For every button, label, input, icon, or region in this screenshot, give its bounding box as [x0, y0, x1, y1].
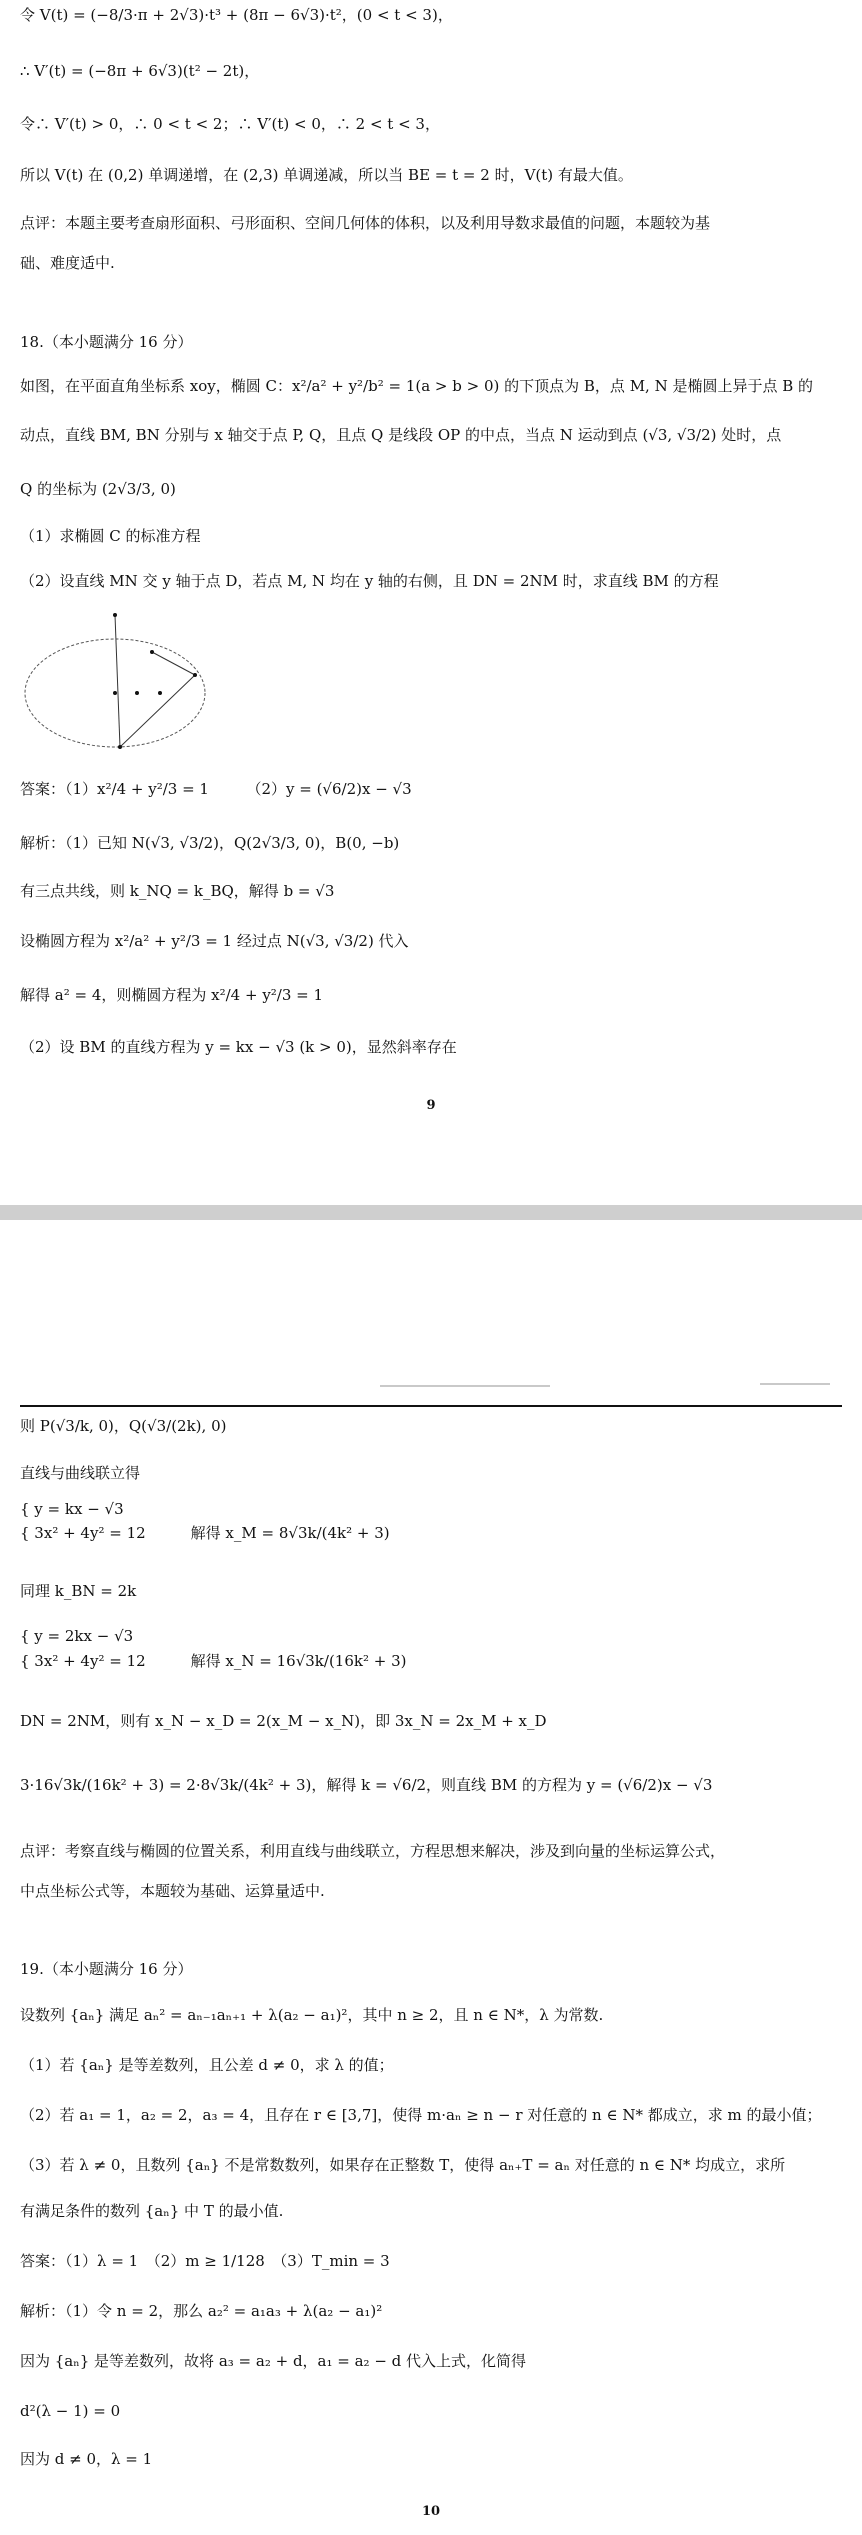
- header-rule: [20, 1405, 842, 1407]
- point-n: [193, 673, 197, 677]
- problem-line: （2）若 a₁ = 1，a₂ = 2，a₃ = 4，且存在 r ∈ [3,7]，使得 m·aₙ ≥ n − r 对任意的 n ∈ N* 都成立，求 m 的最小值；: [20, 2106, 822, 2124]
- problem-line: 设数列 {aₙ} 满足 aₙ² = aₙ₋₁aₙ₊₁ + λ(a₂ − a₁)²，其中 n ≥ 2，且 n ∈ N*，λ 为常数.: [20, 2006, 604, 2024]
- solution-line: 直线与曲线联立得: [20, 1464, 141, 1482]
- solution-line: 解析：（1）已知 N(√3, √3/2)，Q(2√3/3, 0)，B(0, −b): [20, 834, 400, 852]
- text-line: （2）设直线 MN 交 y 轴于点 D，若点 M, N 均在 y 轴的右侧，且 DN = 2NM 时，求直线 BM 的方程: [20, 572, 719, 590]
- point-p: [135, 691, 139, 695]
- page-number: 10: [421, 2504, 441, 2519]
- answer-line: 答案：（1）x²/4 + y²/3 = 1 （2）y = (√6/2)x − √3: [20, 780, 412, 798]
- solution-line: （2）设 BM 的直线方程为 y = kx − √3 (k > 0)，显然斜率存在: [20, 1038, 457, 1056]
- page-10: [0, 1220, 862, 2535]
- line-mn: [152, 652, 195, 675]
- comment-line: 点评：考察直线与椭圆的位置关系，利用直线与曲线联立，方程思想来解决，涉及到向量的坐标运算公式，: [20, 1842, 726, 1860]
- solution-line: 设椭圆方程为 x²/a² + y²/3 = 1 经过点 N(√3, √3/2) 代入: [20, 932, 409, 950]
- comment-line: 中点坐标公式等，本题较为基础、运算量适中.: [20, 1882, 325, 1900]
- text-line: 令 V(t) = (−8/3·π + 2√3)·t³ + (8π − 6√3)·t²，(0 < t < 3)，: [20, 6, 453, 24]
- text-line: Q 的坐标为 (2√3/3, 0): [20, 480, 176, 498]
- text-line: ∴ V′(t) = (−8π + 6√3)(t² − 2t)，: [20, 62, 260, 80]
- comment-line: 点评：本题主要考查扇形面积、弓形面积、空间几何体的体积，以及利用导数求最值的问题，本题较为基: [20, 214, 711, 232]
- point-top: [113, 613, 117, 617]
- solution-line: 解析：（1）令 n = 2，那么 a₂² = a₁a₃ + λ(a₂ − a₁)²: [20, 2302, 383, 2320]
- problem-heading: 19.（本小题满分 16 分）: [20, 1960, 193, 1978]
- ellipse-figure: [20, 610, 210, 750]
- solution-line: 有三点共线，则 k_NQ = k_BQ，解得 b = √3: [20, 882, 335, 900]
- solution-line: 解得 a² = 4，则椭圆方程为 x²/4 + y²/3 = 1: [20, 986, 324, 1004]
- system-line: { 3x² + 4y² = 12 解得 x_M = 8√3k/(4k² + 3): [20, 1524, 390, 1542]
- solution-line: DN = 2NM，则有 x_N − x_D = 2(x_M − x_N)，即 3x_N = 2x_M + x_D: [20, 1712, 547, 1730]
- solution-line: 因为 {aₙ} 是等差数列，故将 a₃ = a₂ + d，a₁ = a₂ − d 代入上式，化简得: [20, 2352, 527, 2370]
- solution-line: 同理 k_BN = 2k: [20, 1582, 137, 1600]
- problem-line: 有满足条件的数列 {aₙ} 中 T 的最小值.: [20, 2202, 284, 2220]
- page-separator: [0, 1205, 862, 1220]
- comment-line: 础、难度适中.: [20, 254, 115, 272]
- page-number: 9: [426, 1098, 436, 1113]
- line-bm: [115, 615, 120, 747]
- system-line: { y = kx − √3: [20, 1500, 124, 1518]
- problem-line: （3）若 λ ≠ 0，且数列 {aₙ} 不是常数数列，如果存在正整数 T，使得 aₙ₊T = aₙ 对任意的 n ∈ N* 均成立，求所: [20, 2156, 786, 2174]
- point-o: [113, 691, 117, 695]
- solution-line: 3·16√3k/(16k² + 3) = 2·8√3k/(4k² + 3)，解得 k = √6/2，则直线 BM 的方程为 y = (√6/2)x − √3: [20, 1776, 713, 1794]
- solution-line: 因为 d ≠ 0，λ = 1: [20, 2450, 153, 2468]
- text-line: 如图，在平面直角坐标系 xoy，椭圆 C：x²/a² + y²/b² = 1(a > b > 0) 的下顶点为 B，点 M, N 是椭圆上异于点 B 的: [20, 377, 814, 395]
- solution-line: 则 P(√3/k, 0)，Q(√3/(2k), 0): [20, 1417, 227, 1435]
- solution-line: d²(λ − 1) = 0: [20, 2402, 121, 2420]
- text-line: 所以 V(t) 在 (0,2) 单调递增，在 (2,3) 单调递减，所以当 BE = t = 2 时，V(t) 有最大值。: [20, 166, 633, 184]
- scan-artifact: [760, 1383, 830, 1385]
- point-m: [150, 650, 154, 654]
- line-bn: [120, 675, 195, 747]
- point-b: [118, 745, 122, 749]
- text-line: （1）求椭圆 C 的标准方程: [20, 527, 201, 545]
- answer-line: 答案：（1）λ = 1 （2）m ≥ 1/128 （3）T_min = 3: [20, 2252, 390, 2270]
- scan-artifact: [380, 1385, 550, 1387]
- text-line: 令∴ V′(t) > 0，∴ 0 < t < 2；∴ V′(t) < 0，∴ 2 < t < 3，: [20, 115, 440, 133]
- problem-line: （1）若 {aₙ} 是等差数列，且公差 d ≠ 0，求 λ 的值；: [20, 2056, 394, 2074]
- system-line: { 3x² + 4y² = 12 解得 x_N = 16√3k/(16k² + 3): [20, 1652, 407, 1670]
- text-line: 动点，直线 BM, BN 分别与 x 轴交于点 P, Q，且点 Q 是线段 OP 的中点，当点 N 运动到点 (√3, √3/2) 处时，点: [20, 426, 782, 444]
- system-line: { y = 2kx − √3: [20, 1627, 134, 1645]
- problem-heading: 18.（本小题满分 16 分）: [20, 333, 193, 351]
- page-9: [0, 0, 862, 1205]
- point-q: [158, 691, 162, 695]
